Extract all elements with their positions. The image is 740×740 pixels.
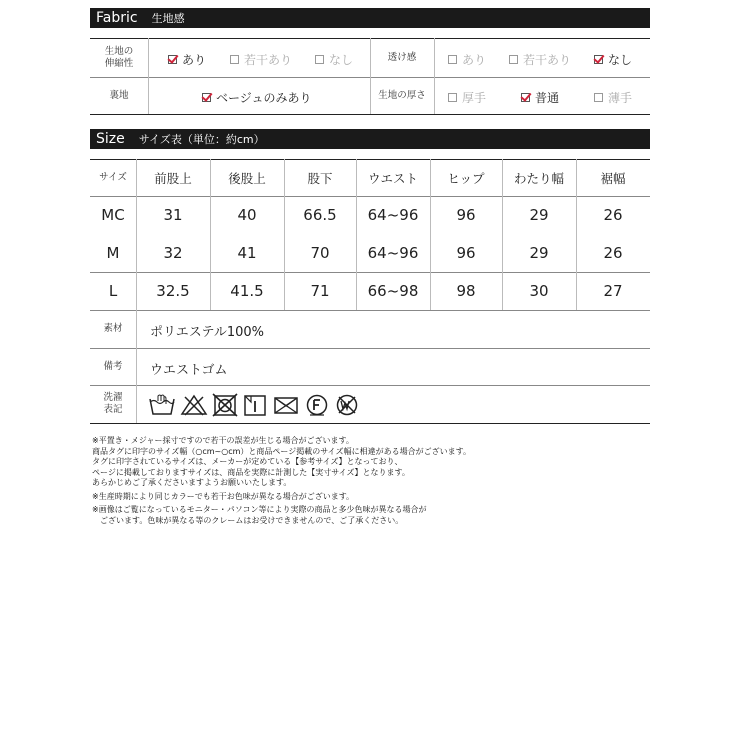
size-cell: 41 [237, 244, 257, 262]
sheer-option-yes [448, 51, 486, 68]
size-col-header: ウエスト [367, 170, 418, 186]
notes-block [92, 436, 652, 526]
size-col-header: 裾幅 [600, 170, 626, 186]
stretch-option-no [315, 51, 353, 68]
size-cell: 96 [456, 244, 476, 262]
sheer-option-slight [509, 51, 571, 68]
size-col-header: わたり幅 [513, 170, 564, 186]
size-col-header: ヒップ [447, 170, 485, 186]
size-cell: 31 [163, 206, 183, 224]
lining-option [202, 89, 312, 106]
sheer-option-no [594, 51, 632, 68]
note-line: ※平置き・メジャー採寸ですので若干の誤差が生じる場合がございます。 [92, 436, 354, 445]
fabric-divider [148, 38, 149, 114]
checkbox-checked-icon [202, 93, 211, 102]
size-cell: 41.5 [230, 282, 264, 300]
size-cell: 96 [456, 206, 476, 224]
note-line: タグに印字されているサイズは、メーカーが定めている【参考サイズ】となっており、 [92, 457, 403, 466]
care-label-text: 洗濯表記 [103, 392, 123, 415]
hand-wash-icon [148, 393, 176, 417]
size-row-label: M [106, 244, 120, 262]
size-cell: 29 [529, 206, 549, 224]
checkbox-empty-icon [448, 55, 457, 64]
size-title: Size [96, 131, 125, 147]
size-cell: 64~96 [367, 244, 419, 262]
no-iron-icon [272, 393, 300, 417]
note-line: あらかじめご了承くださいますようお願いいたします。 [92, 478, 292, 487]
size-col-header: 股下 [307, 170, 333, 186]
option-label: 若干あり [244, 53, 293, 67]
checkbox-checked-icon [168, 55, 177, 64]
fabric-title: Fabric [96, 10, 138, 26]
stretch-label-text: 生地の伸縮性 [104, 45, 134, 69]
note-line: ページに掲載しておりますサイズは、商品を実際に計測した【実寸サイズ】となります。 [92, 467, 410, 477]
fabric-divider [434, 38, 435, 114]
size-cell: 26 [603, 206, 623, 224]
checkbox-empty-icon [230, 55, 239, 64]
no-wet-clean-icon [334, 393, 360, 417]
fabric-bottom-rule [90, 114, 650, 115]
line-dry-shade-icon [242, 393, 268, 417]
thickness-option-normal [521, 89, 559, 106]
no-tumble-dry-icon [212, 393, 238, 417]
checkbox-empty-icon [509, 55, 518, 64]
size-row-label: MC [101, 206, 125, 224]
note-line: ※生産時期により同じカラーでも若干お色味が異なる場合がございます。 [92, 491, 355, 501]
option-label: 薄手 [608, 91, 633, 105]
option-label: あり [182, 53, 207, 67]
option-label: 厚手 [462, 91, 487, 105]
size-cell: 30 [529, 282, 549, 300]
size-cell: 71 [310, 282, 330, 300]
size-header-bar [90, 129, 650, 149]
checkbox-checked-icon [521, 93, 530, 102]
size-cell: 27 [603, 282, 623, 300]
size-table-bottom-rule [90, 423, 650, 424]
no-bleach-icon [180, 393, 208, 417]
fabric-subtitle: 生地感 [151, 12, 185, 25]
fabric-header-bar [90, 8, 650, 28]
stretch-option-slight [230, 51, 292, 68]
thickness-option-thin [594, 89, 632, 106]
note-line: ございます。色味が異なる等のクレームはお受けできませんので、ご了承ください。 [92, 515, 404, 525]
checkbox-empty-icon [448, 93, 457, 102]
size-table-rule [90, 348, 650, 349]
option-label: あり [462, 53, 487, 67]
thickness-label: 生地の厚さ [378, 89, 426, 101]
stretch-option-yes [168, 51, 206, 68]
remarks-label: 備考 [103, 360, 123, 372]
size-col-header: サイズ [99, 171, 127, 183]
size-cell: 66.5 [303, 206, 337, 224]
remarks-value: ウエストゴム [150, 363, 228, 378]
option-label: 若干あり [523, 53, 572, 67]
checkbox-empty-icon [315, 55, 324, 64]
option-label: 普通 [535, 91, 560, 105]
option-label: ベージュのみあり [216, 91, 312, 105]
size-col-header: 前股上 [154, 170, 192, 186]
material-label: 素材 [103, 323, 123, 334]
note-line: ※画像はご覧になっているモニター・パソコン等により実際の商品と多少色味が異なる場合が [92, 505, 427, 514]
size-cell: 64~96 [367, 206, 419, 224]
care-icons [148, 393, 360, 417]
size-subtitle: サイズ表（単位：約cm） [138, 133, 265, 146]
care-label [90, 385, 136, 423]
checkbox-checked-icon [594, 55, 603, 64]
size-cell: 32 [163, 244, 183, 262]
option-label: なし [608, 53, 633, 67]
size-cell: 98 [456, 282, 476, 300]
thickness-option-thick [448, 89, 486, 106]
size-cell: 32.5 [156, 282, 190, 300]
size-cell: 26 [603, 244, 623, 262]
checkbox-empty-icon [594, 93, 603, 102]
size-cell: 70 [310, 244, 330, 262]
size-table-rule [90, 310, 650, 311]
size-cell: 40 [237, 206, 257, 224]
size-row-label: L [108, 282, 118, 300]
stretch-label [90, 38, 148, 77]
size-cell: 66~98 [367, 282, 419, 300]
dry-clean-f-icon [304, 393, 330, 417]
sheerness-label: 透け感 [387, 51, 417, 63]
material-value: ポリエステル100% [150, 325, 264, 340]
size-table-rule [90, 385, 650, 386]
size-col-header: 後股上 [228, 170, 266, 186]
note-line: 商品タグに印字のサイズ幅（○cm~○cm）と商品ページ掲載のサイズ幅に相違がある場合がございます。 [92, 446, 471, 456]
option-label: なし [329, 53, 354, 67]
size-cell: 29 [529, 244, 549, 262]
lining-label: 裏地 [109, 89, 129, 101]
